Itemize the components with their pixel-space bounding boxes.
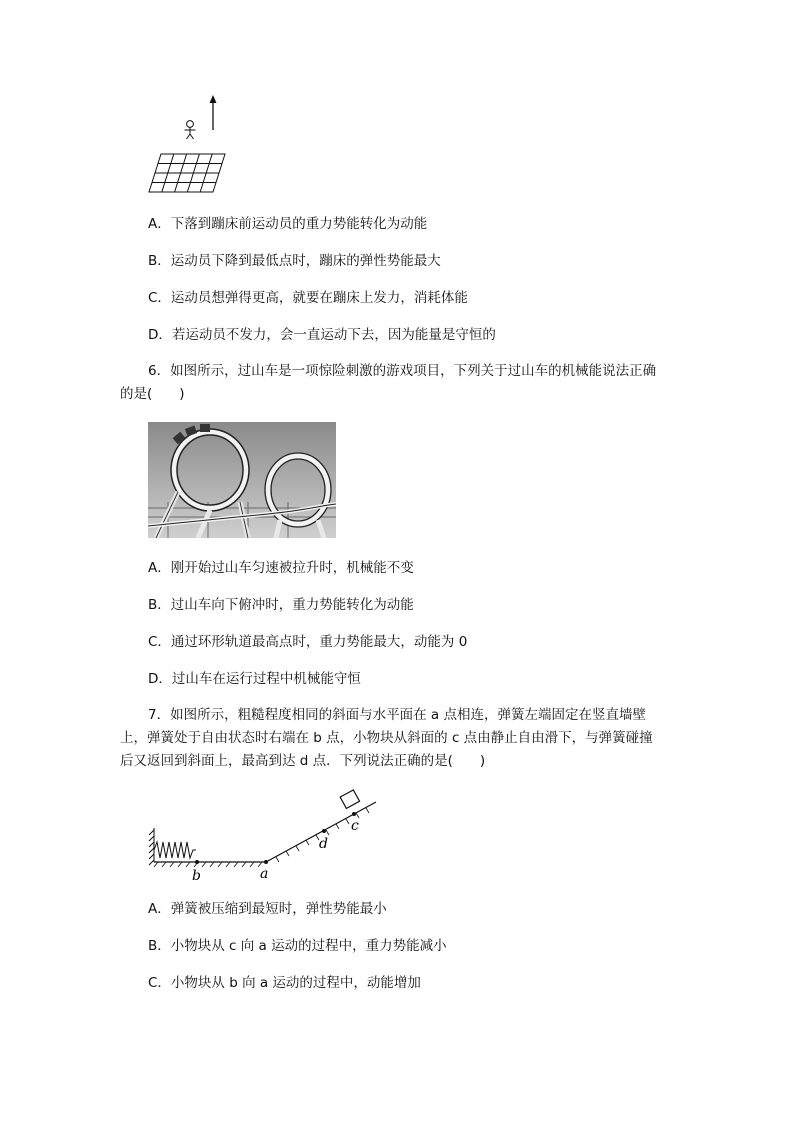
point-d [322,829,326,833]
spring [154,842,196,858]
q7-number: 7． [148,707,171,723]
q6-stem [120,360,665,406]
label-b: b [192,868,201,884]
block [340,790,359,809]
q6-text: 如图所示，过山车是一项惊险刺激的游戏项目，下列关于过山车的机械能说法正确的是( ) [120,363,657,402]
q5-option-d: D．若运动员不发力，会一直运动下去，因为能量是守恒的 [148,327,496,343]
q6-option-d: D．过山车在运行过程中机械能守恒 [148,671,361,687]
roller-coaster-photo [148,422,336,538]
wall [149,828,154,865]
trampoline-grid [149,154,225,192]
incline-spring-diagram [148,786,380,886]
label-d: d [319,836,328,852]
arrow-head [210,95,217,103]
point-a [264,860,268,864]
q5-option-a: A．下落到蹦床前运动员的重力势能转化为动能 [148,216,428,232]
label-a: a [260,866,269,882]
q7-text: 如图所示，粗糙程度相同的斜面与水平面在 a 点相连，弹簧左端固定在竖直墙壁上，弹簧处于自由状态时右端在 b 点，小物块从斜面的 c 点由静止自由滑下，与弹簧碰撞后又返回到斜面上，最高到达 d 点．下列说法正确的是( ) [120,707,653,769]
point-b [195,860,199,864]
incline [266,802,376,862]
q5-option-b: B．运动员下降到最低点时，蹦床的弹性势能最大 [148,253,441,269]
q6-option-a: A．刚开始过山车匀速被拉升时，机械能不变 [148,560,414,576]
trampoline-figure [146,94,230,196]
q6-option-b: B．过山车向下俯冲时，重力势能转化为动能 [148,597,414,613]
q7-option-a: A．弹簧被压缩到最短时，弹性势能最小 [148,901,387,917]
athlete-icon [185,121,196,139]
q7-option-c: C．小物块从 b 向 a 运动的过程中，动能增加 [148,975,421,991]
q6-number: 6． [148,363,171,379]
label-c: c [351,818,359,834]
q6-option-c: C．通过环形轨道最高点时，重力势能最大，动能为 0 [148,634,468,650]
point-c [352,812,356,816]
q5-option-c: C．运动员想弹得更高，就要在蹦床上发力，消耗体能 [148,290,468,306]
q7-stem [120,704,665,773]
q7-option-b: B．小物块从 c 向 a 运动的过程中，重力势能减小 [148,938,447,954]
